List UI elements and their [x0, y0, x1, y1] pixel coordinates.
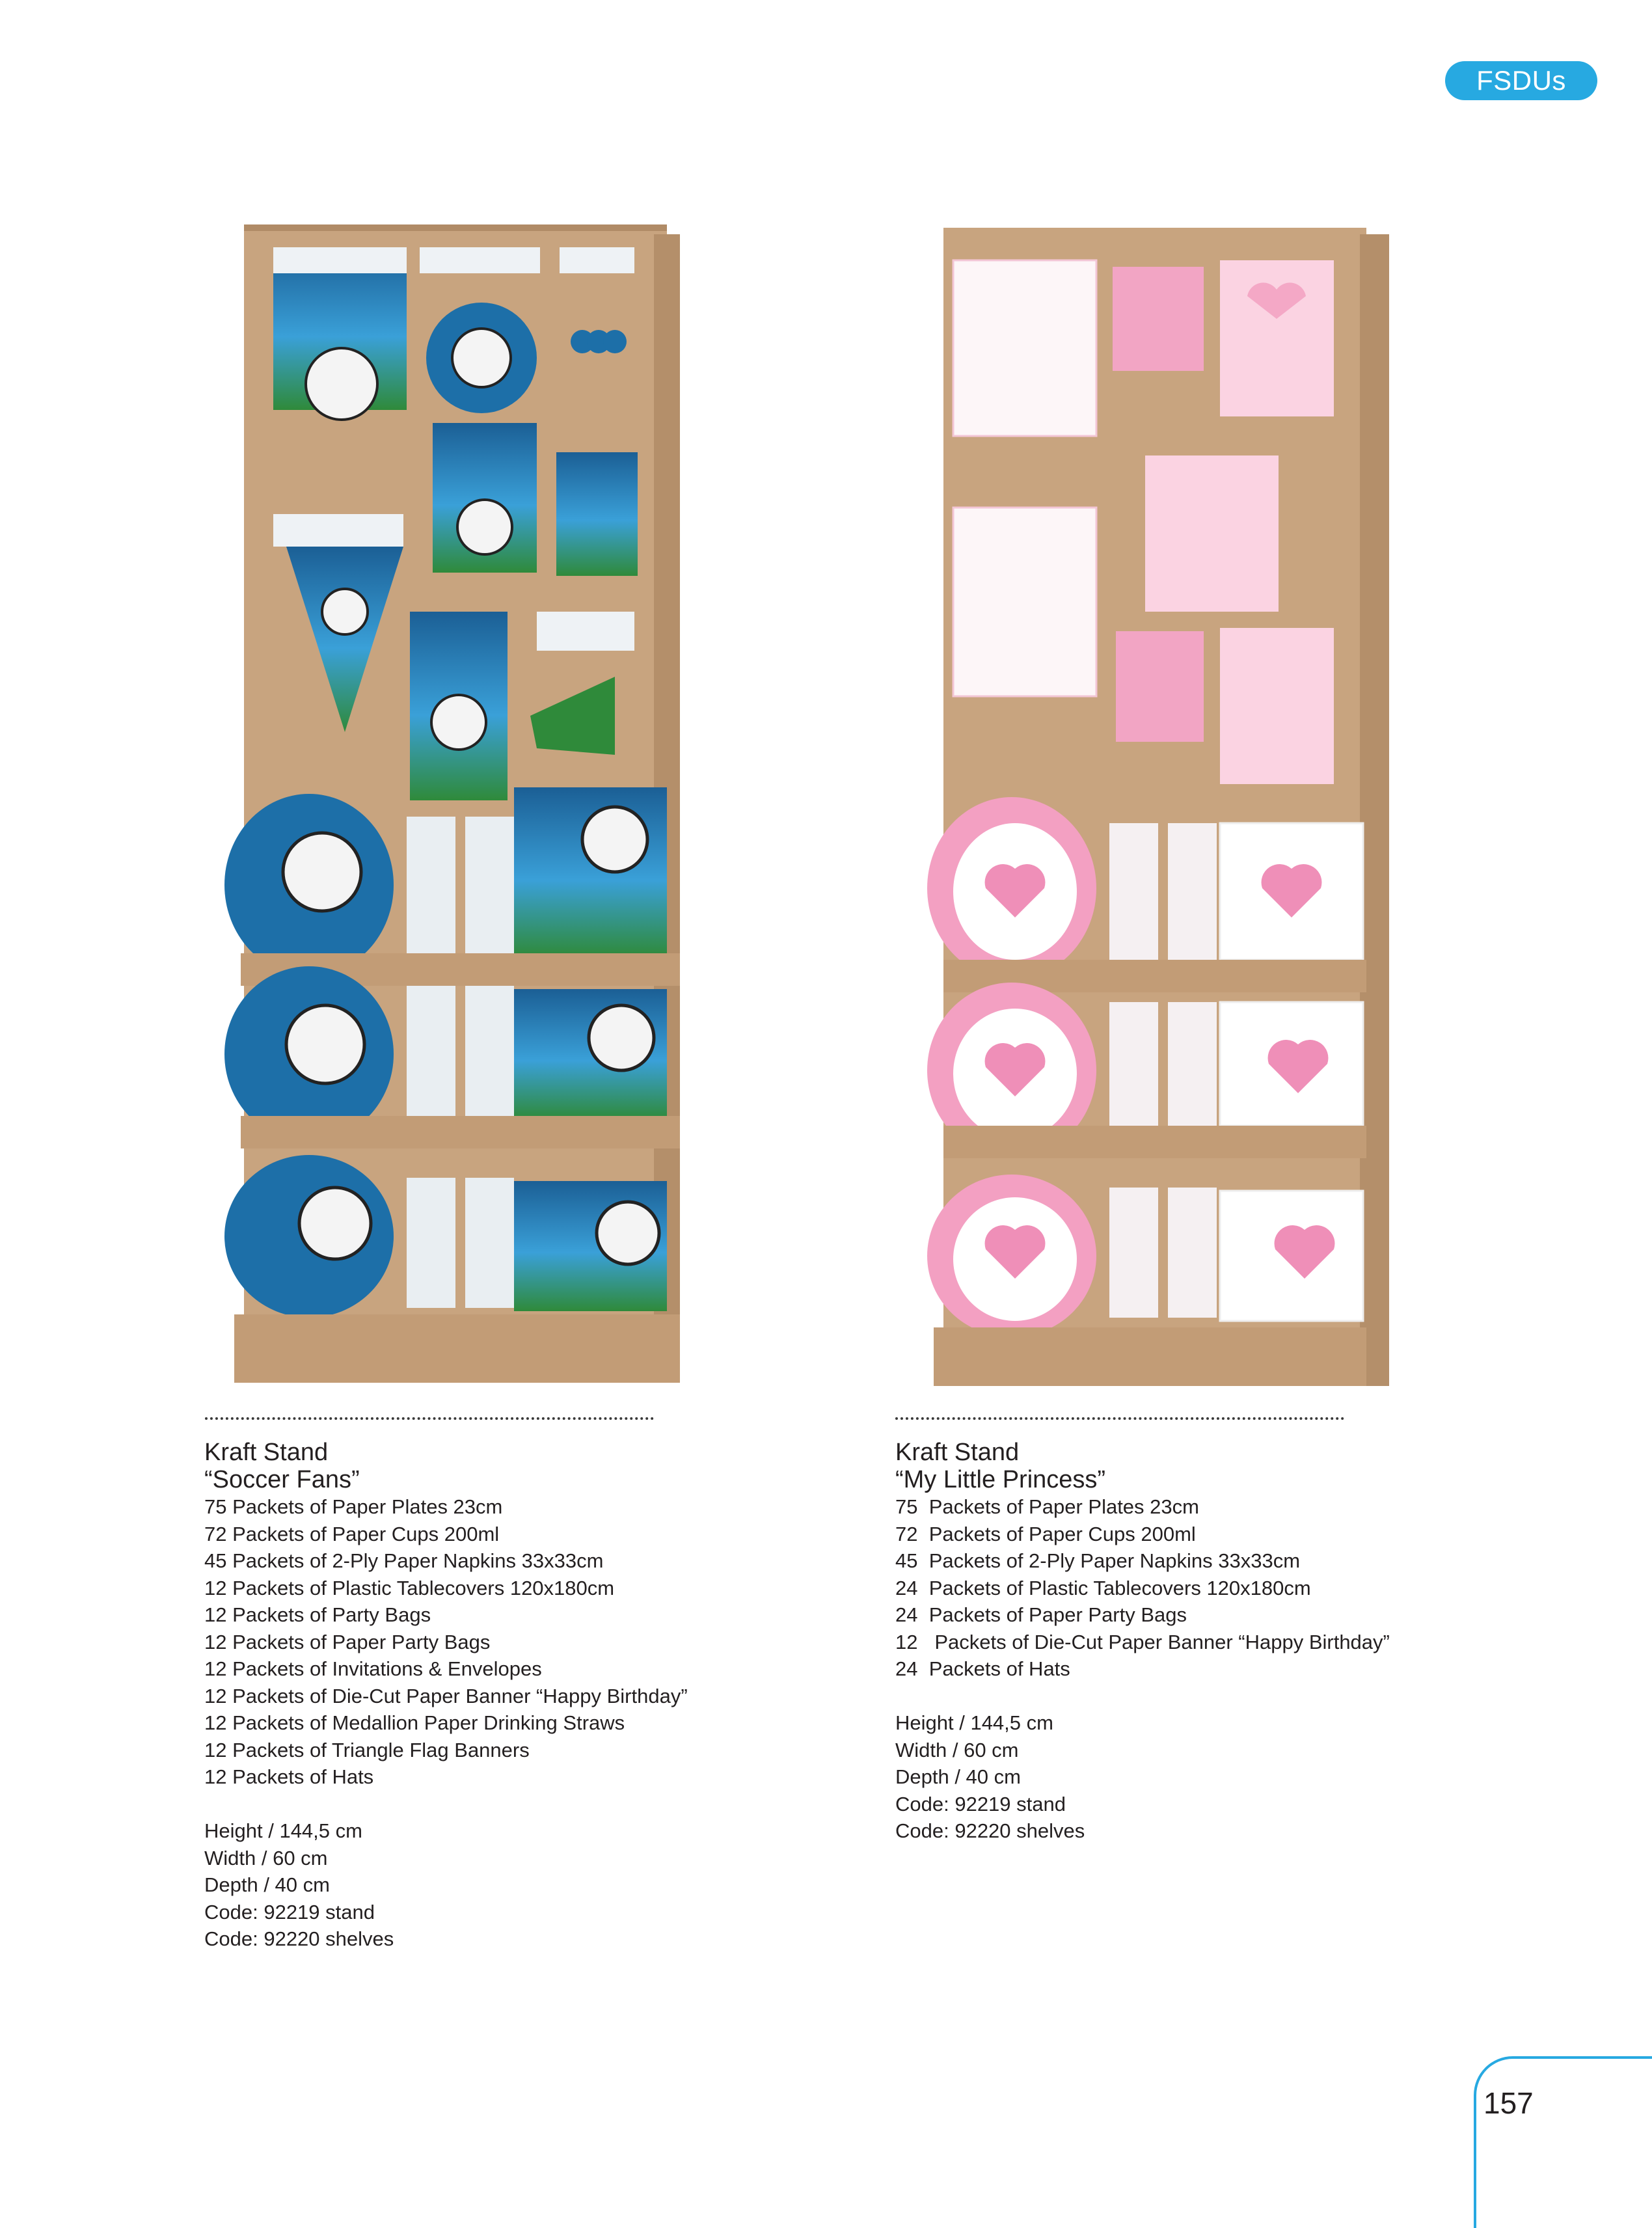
spec-line: Code: 92220 shelves — [895, 1819, 1085, 1842]
spec-line: Code: 92220 shelves — [204, 1927, 394, 1950]
item-line: 72 Packets of Paper Cups 200ml — [895, 1522, 1196, 1545]
page-number: 157 — [1483, 2086, 1534, 2120]
spec-line: Depth / 40 cm — [895, 1765, 1021, 1788]
item-line: 24 Packets of Hats — [895, 1657, 1070, 1680]
item-line: 12 Packets of Hats — [204, 1765, 374, 1788]
soccer-description — [204, 1439, 688, 1953]
product-subtitle: “Soccer Fans” — [204, 1466, 360, 1493]
spec-line: Height / 144,5 cm — [204, 1819, 362, 1842]
spec-line: Width / 60 cm — [204, 1846, 328, 1869]
divider-soccer — [205, 1417, 654, 1420]
page-corner-decoration — [1474, 2056, 1652, 2228]
spec-line: Depth / 40 cm — [204, 1873, 330, 1896]
item-line: 12 Packets of Medallion Paper Drinking Straws — [204, 1711, 625, 1734]
spec-line: Code: 92219 stand — [204, 1900, 375, 1923]
spec-line: Height / 144,5 cm — [895, 1711, 1053, 1734]
soccer-stand-image — [224, 221, 680, 1386]
spec-line: Code: 92219 stand — [895, 1792, 1066, 1815]
item-line: 75 Packets of Paper Plates 23cm — [895, 1495, 1199, 1518]
item-line: 75 Packets of Paper Plates 23cm — [204, 1495, 503, 1518]
product-title: Kraft Stand — [895, 1439, 1020, 1466]
item-line: 72 Packets of Paper Cups 200ml — [204, 1522, 500, 1545]
divider-princess — [895, 1417, 1344, 1420]
section-badge: FSDUs — [1445, 61, 1597, 100]
product-subtitle: “My Little Princess” — [895, 1466, 1106, 1493]
item-line: 45 Packets of 2-Ply Paper Napkins 33x33cm — [895, 1549, 1301, 1572]
item-line: 24 Packets of Plastic Tablecovers 120x180cm — [895, 1576, 1311, 1599]
item-line: 12 Packets of Invitations & Envelopes — [204, 1657, 542, 1680]
item-line: 12 Packets of Die-Cut Paper Banner “Happy Birthday” — [204, 1684, 688, 1707]
item-line: 12 Packets of Plastic Tablecovers 120x180cm — [204, 1576, 615, 1599]
item-line: 12 Packets of Triangle Flag Banners — [204, 1738, 530, 1761]
item-line: 12 Packets of Paper Party Bags — [204, 1630, 491, 1653]
item-line: 12 Packets of Die-Cut Paper Banner “Happy Birthday” — [895, 1630, 1390, 1653]
princess-description — [895, 1439, 1390, 1845]
item-line: 45 Packets of 2-Ply Paper Napkins 33x33cm — [204, 1549, 604, 1572]
product-title: Kraft Stand — [204, 1439, 329, 1466]
item-line: 12 Packets of Party Bags — [204, 1603, 431, 1626]
princess-stand-image — [921, 228, 1389, 1392]
item-line: 24 Packets of Paper Party Bags — [895, 1603, 1187, 1626]
spec-line: Width / 60 cm — [895, 1738, 1019, 1761]
